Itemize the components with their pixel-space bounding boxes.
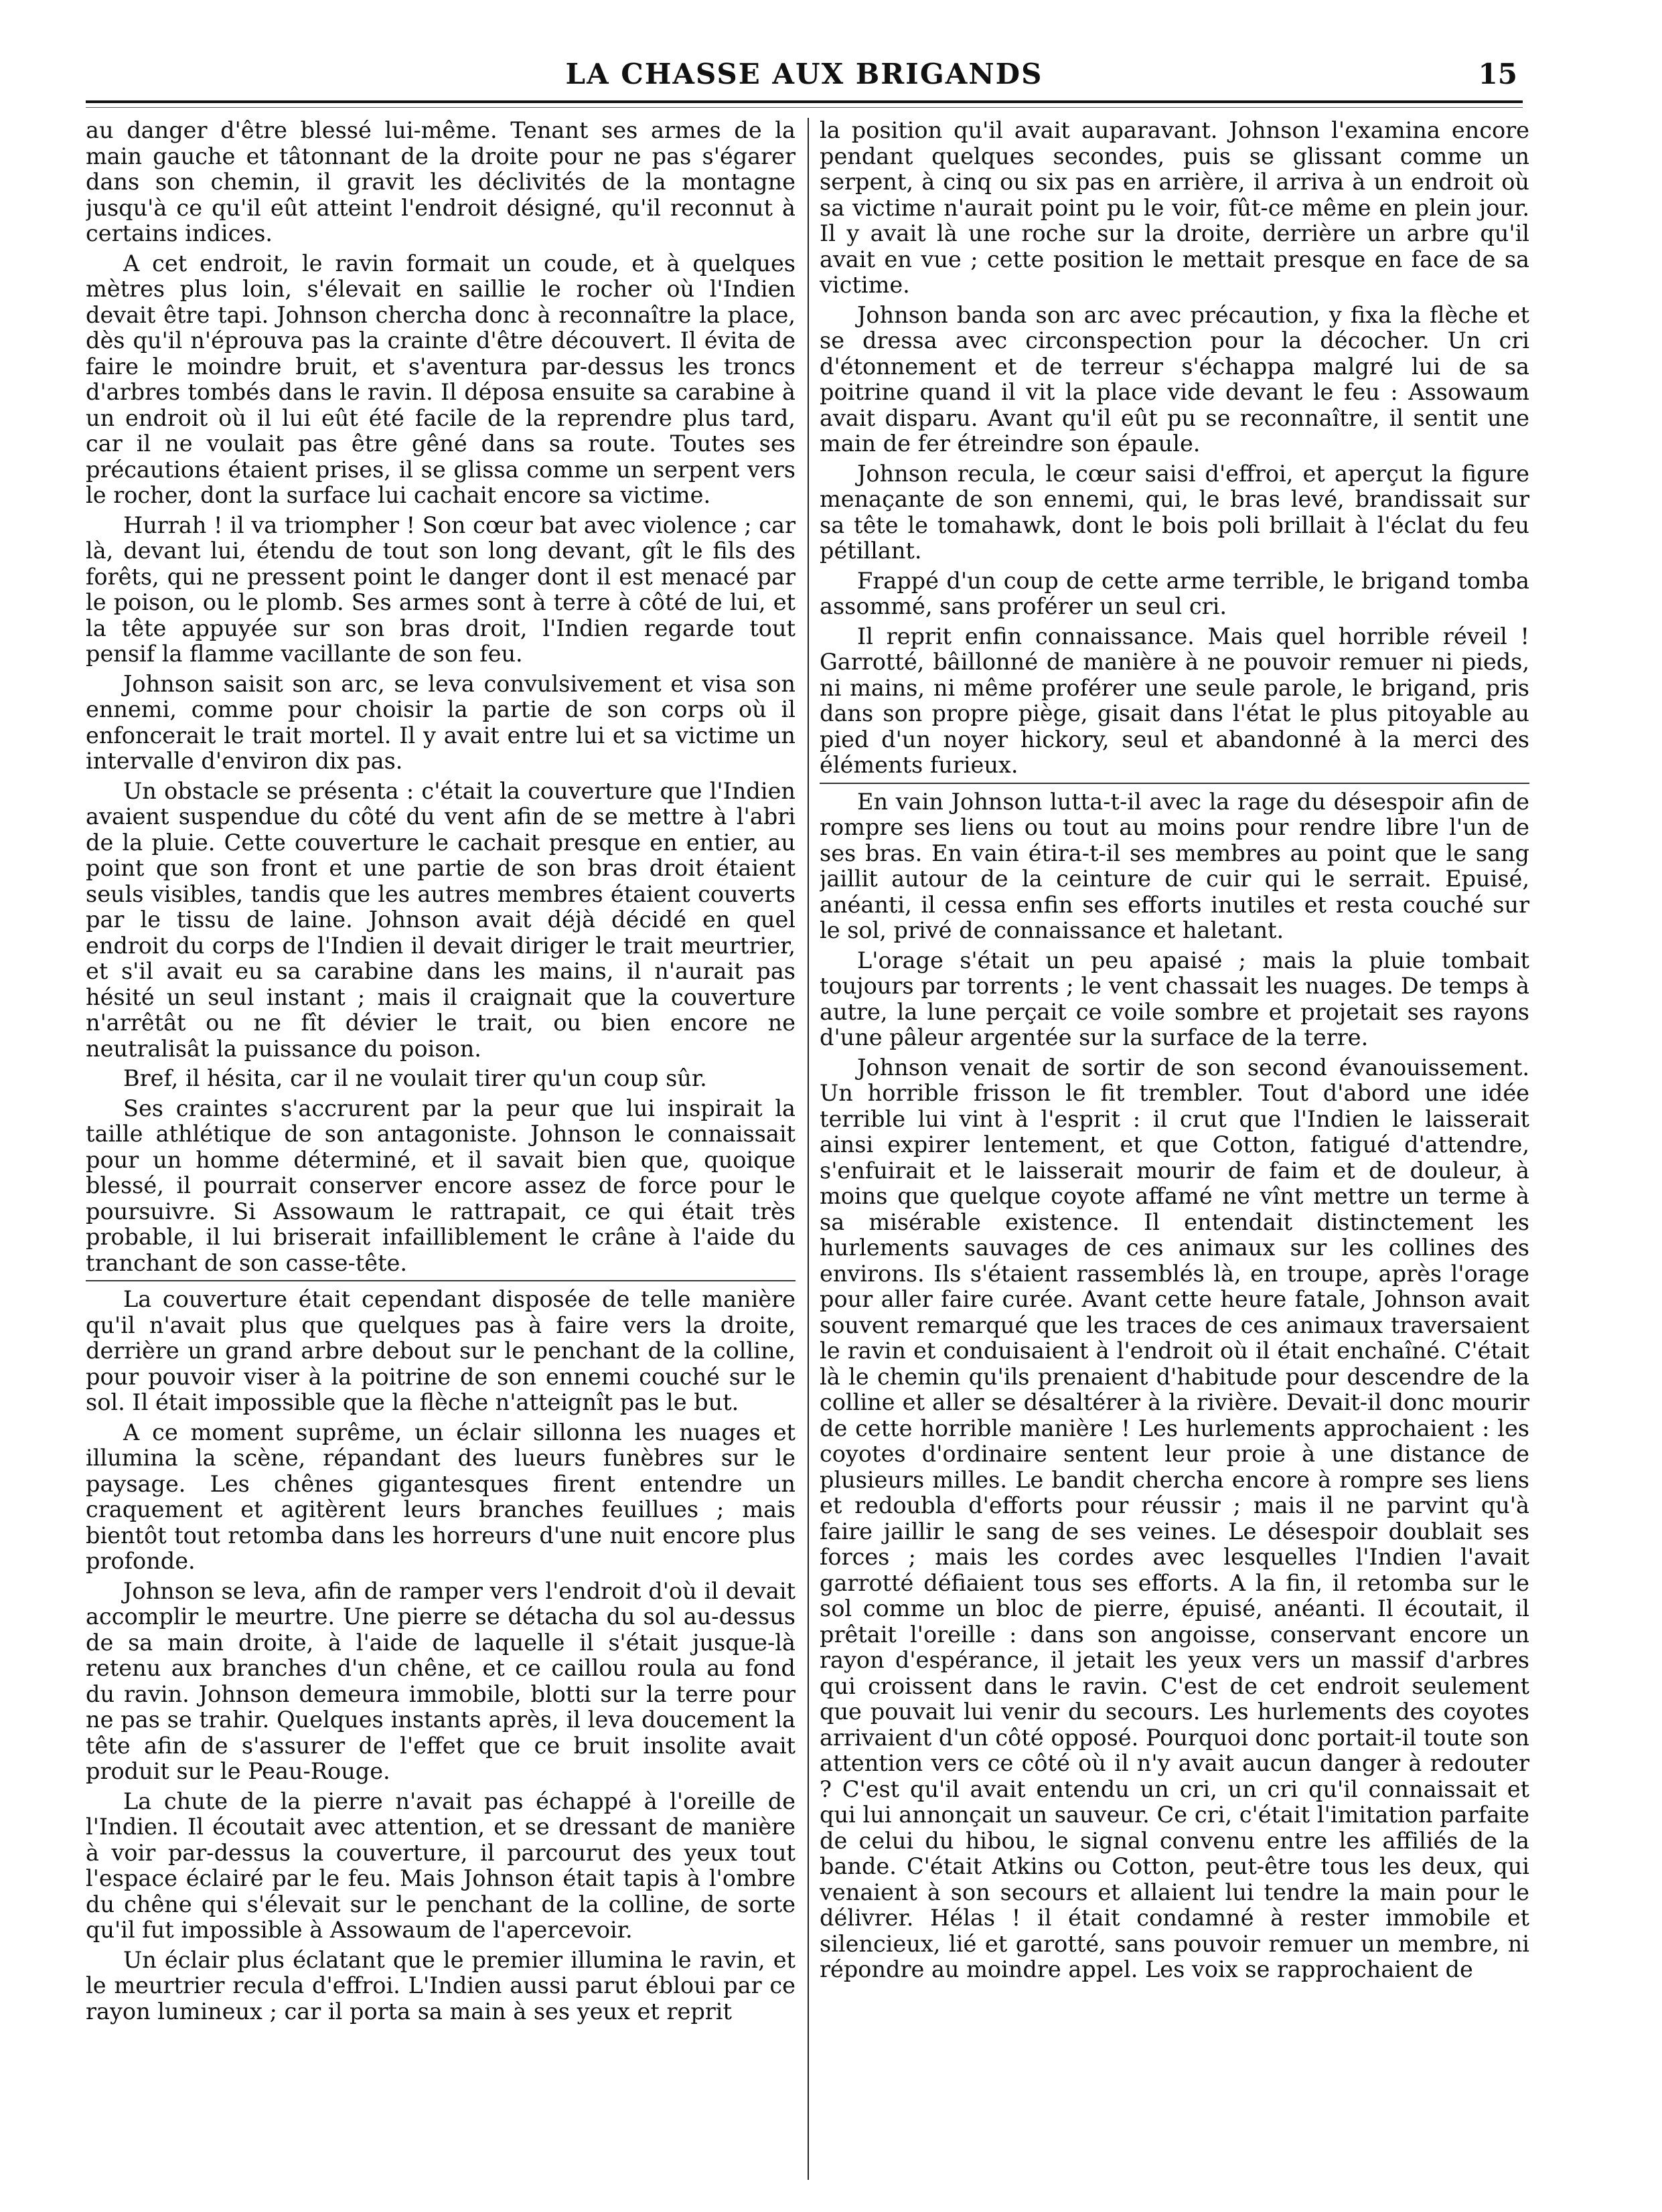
section-rule: [86, 1280, 796, 1281]
paragraph: la position qu'il avait auparavant. Johnson l'examina encore pendant quelques secondes, puis se glissant comme un serpent, à cinq ou six pas en arrière, il arriva à un endroit où sa victime n'aurait point pu le voir, fût-ce même en plein jour. Il y avait là une roche sur la droite, derrière un arbre qu'il avait en vue ; cette position le mettait presque en face de sa victime.: [820, 118, 1529, 298]
paragraph: Un obstacle se présenta : c'était la couverture que l'Indien avaient suspendue du côté du vent afin de se mettre à l'abri de la pluie. Cette couverture le cachait presque en entier, au point que son front et une partie de son bras droit étaient seuls visibles, tandis que les autres membres étaient couverts par le tissu de laine. Johnson avait déjà décidé en quel endroit du corps de l'Indien il devait diriger le trait meurtrier, et s'il avait eu sa carabine dans les mains, il n'aurait pas hésité un seul instant ; mais il craignait que la couverture n'arrêtât ou ne fît dévier le trait, ou bien encore ne neutralisât la puissance du poison.: [86, 777, 796, 1062]
section-rule: [820, 783, 1529, 784]
paragraph: Un éclair plus éclatant que le premier illumina le ravin, et le meurtrier recula d'effroi. L'Indien aussi parut ébloui par ce rayon lumineux ; car il porta sa main à ses yeux et reprit: [86, 1946, 796, 2025]
right-column: [820, 118, 1529, 2180]
paragraph: Johnson recula, le cœur saisi d'effroi, et aperçut la figure menaçante de son ennemi, qui, le bras levé, brandissait sur sa tête le tomahawk, dont le bois poli brillait à l'éclat du feu pétillant.: [820, 460, 1529, 564]
left-column: [86, 118, 796, 2180]
paragraph: Johnson saisit son arc, se leva convulsivement et visa son ennemi, comme pour choisir la partie de son corps où il enfoncerait le trait mortel. Il y avait entre lui et sa victime un intervalle d'environ dix pas.: [86, 670, 796, 774]
paragraph: A ce moment suprême, un éclair sillonna les nuages et illumina la scène, répandant des lueurs funèbres sur le paysage. Les chênes gigantesques firent entendre un craquement et agitèrent leurs branches feuillues ; mais bientôt tout retomba dans les horreurs d'une nuit encore plus profonde.: [86, 1419, 796, 1574]
paragraph: Johnson venait de sortir de son second évanouissement. Un horrible frisson le fit trembler. Tout d'abord une idée terrible lui vint à l'esprit : il crut que l'Indien le laisserait ainsi expirer lentement, et que Cotton, fatigué d'attendre, s'enfuirait et le laisserait mourir de faim et de douleur, à moins que quelque coyote affamé ne vînt mettre un terme à sa misérable existence. Il entendait distinctement les hurlements sauvages de ces animaux sur les collines des environs. Ils s'étaient rassemblés là, en troupe, après l'orage pour aller faire curée. Avant cette heure fatale, Johnson avait souvent remarqué que les traces de ces animaux traversaient le ravin et conduisaient à l'endroit où il était enchaîné. C'était là le chemin qu'ils prenaient d'habitude pour descendre de la colline et aller se désaltérer à la rivière. Devait-il donc mourir de cette horrible manière ! Les hurlements approchaient : les coyotes d'ordinaire sentent leur proie à une distance de plusieurs milles. Le bandit chercha encore à rompre ses liens et redoubla d'efforts pour réussir ; mais il ne parvint qu'à faire jaillir le sang de ses veines. Le désespoir doublait ses forces ; mais les cordes avec lesquelles l'Indien l'avait garrotté défiaient tous ses efforts. A la fin, il retomba sur le sol comme un bloc de pierre, épuisé, anéanti. Il écoutait, il prêtait l'oreille : dans son angoisse, conservant encore un rayon d'espérance, il jetait les yeux vers un massif d'arbres qui croissent dans le ravin. C'est de cet endroit seulement que pouvait lui venir du secours. Les hurlements des coyotes arrivaient d'un côté opposé. Pourquoi donc portait-il toute son attention vers ce côté où il n'y avait aucun danger à redouter ? C'est qu'il avait entendu un cri, un cri qu'il connaissait et qui lui annonçait un sauveur. Ce cri, c'était l'imitation parfaite de celui du hibou, le signal convenu entre les affiliés de la bande. C'était Atkins ou Cotton, peut-être tous les deux, qui venaient à son secours et allaient lui tendre la main pour le délivrer. Hélas ! il était condamné à rester immobile et silencieux, lié et garotté, sans pouvoir remuer un membre, ni répondre au moindre appel. Les voix se rapprochaient de: [820, 1054, 1529, 1982]
paragraph: Bref, il hésita, car il ne voulait tirer qu'un coup sûr.: [123, 1065, 707, 1091]
paragraph: Frappé d'un coup de cette arme terrible, le brigand tomba assommé, sans proférer un seul cri.: [820, 567, 1529, 619]
paragraph: Il reprit enfin connaissance. Mais quel horrible réveil ! Garrotté, bâillonné de manière à ne pouvoir remuer ni pieds, ni mains, ni même proférer une seule parole, le brigand, pris dans son propre piège, gisait dans l'état le plus pitoyable au pied d'un noyer hickory, seul et abandonné à la merci des éléments furieux.: [820, 623, 1529, 778]
paragraph: En vain Johnson lutta-t-il avec la rage du désespoir afin de rompre ses liens ou tout au moins pour rendre libre l'un de ses bras. En vain étira-t-il ses membres au point que le sang jaillit autour de la ceinture de cuir qui le serrait. Epuisé, anéanti, il cessa enfin ses efforts inutiles et resta couché sur le sol, privé de connaissance et haletant.: [820, 788, 1529, 943]
header-rule: [86, 100, 1523, 103]
paragraph: Johnson se leva, afin de ramper vers l'endroit d'où il devait accomplir le meurtre. Une pierre se détacha du sol au-dessus de sa main droite, à l'aide de laquelle il s'était jusque-là retenu aux branches d'un chêne, et ce caillou roula au fond du ravin. Johnson demeura immobile, blotti sur la terre pour ne pas se trahir. Quelques instants après, il leva doucement la tête afin de s'assurer de l'effet que ce bruit insolite avait produit sur le Peau-Rouge.: [86, 1577, 796, 1784]
running-title: LA CHASSE AUX BRIGANDS: [565, 58, 1043, 90]
paragraph: Johnson banda son arc avec précaution, y fixa la flèche et se dressa avec circonspection pour la décocher. Un cri d'étonnement et de terreur s'échappa malgré lui de sa poitrine quand il vit la place vide devant le feu : Assowaum avait disparu. Avant qu'il eût pu se reconnaître, il sentit une main de fer étreindre son épaule.: [820, 301, 1529, 457]
column-divider: [808, 118, 809, 2180]
paragraph: A cet endroit, le ravin formait un coude, et à quelques mètres plus loin, s'élevait en saillie le rocher où l'Indien devait être tapi. Johnson chercha donc à reconnaître la place, dès qu'il n'éprouva pas la crainte d'être découvert. Il évita de faire le moindre bruit, et s'aventura par-dessus les troncs d'arbres tombés dans le ravin. Il déposa ensuite sa carabine à un endroit où il lui eût été facile de la reprendre plus tard, car il ne voulait pas être gêné dans sa route. Toutes ses précautions étaient prises, il se glissa comme un serpent vers le rocher, dont la surface lui cachait encore sa victime.: [86, 250, 796, 508]
page-number: 15: [1478, 58, 1517, 90]
paragraph: Ses craintes s'accrurent par la peur que lui inspirait la taille athlétique de son antagoniste. Johnson le connaissait pour un homme déterminé, et il savait bien que, quoique blessé, il pourrait conserver encore assez de force pour le poursuivre. Si Assowaum le rattrapait, ce qui était très probable, il lui briserait infailliblement le crâne à l'aide du tranchant de son casse-tête.: [86, 1095, 796, 1276]
paragraph: L'orage s'était un peu apaisé ; mais la pluie tombait toujours par torrents ; le vent chassait les nuages. De temps à autre, la lune perçait ce voile sombre et projetait ses rayons d'une pâleur argentée sur la surface de la terre.: [820, 947, 1529, 1050]
page-header: [86, 52, 1523, 99]
paragraph: La couverture était cependant disposée de telle manière qu'il n'avait plus que quelques pas à faire vers la droite, derrière un grand arbre debout sur le penchant de la colline, pour pouvoir viser à la poitrine de son ennemi couché sur le sol. Il était impossible que la flèche n'atteignît pas le but.: [86, 1286, 796, 1415]
paragraph: Hurrah ! il va triompher ! Son cœur bat avec violence ; car là, devant lui, étendu de tout son long devant, gît le fils des forêts, qui ne pressent point le danger dont il est menacé par le poison, ou le plomb. Ses armes sont à terre à côté de lui, et la tête appuyée sur son bras droit, l'Indien regarde tout pensif la flamme vacillante de son feu.: [86, 511, 796, 667]
header-rule-thin: [86, 107, 1523, 108]
paragraph: au danger d'être blessé lui-même. Tenant ses armes de la main gauche et tâtonnant de la droite pour ne pas s'égarer dans son chemin, il gravit les déclivités de la montagne jusqu'à ce qu'il eût atteint l'endroit désigné, qu'il reconnut à certains indices.: [86, 118, 796, 246]
paragraph: La chute de la pierre n'avait pas échappé à l'oreille de l'Indien. Il écoutait avec attention, et se dressant de manière à voir par-dessus la couverture, il parcourut des yeux tout l'espace éclairé par le feu. Mais Johnson était tapis à l'ombre du chêne qui s'élevait sur le penchant de la colline, de sorte qu'il fut impossible à Assowaum de l'apercevoir.: [86, 1788, 796, 1943]
